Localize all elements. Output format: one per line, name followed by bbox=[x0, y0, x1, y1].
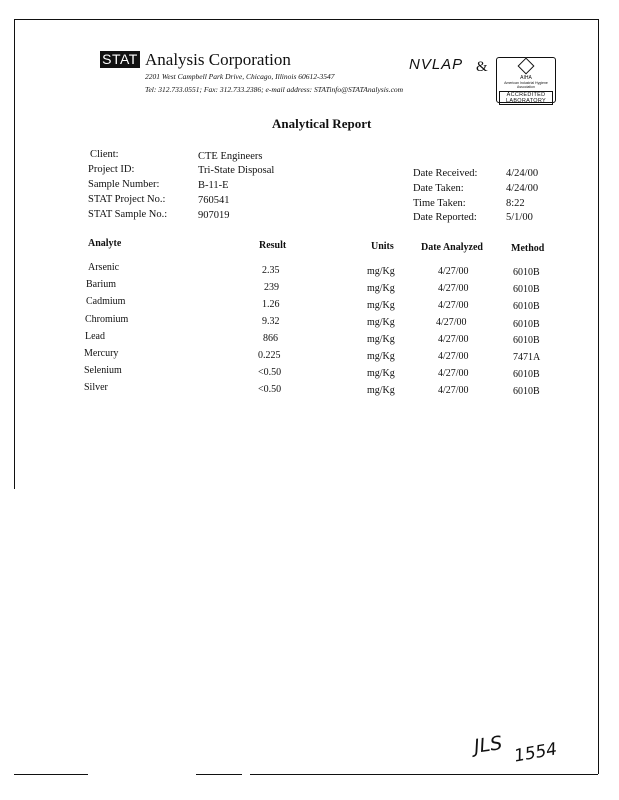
time-taken-value: 8:22 bbox=[506, 198, 525, 209]
header-date-analyzed: Date Analyzed bbox=[421, 242, 483, 253]
method-cell: 6010B bbox=[513, 284, 540, 295]
result-cell: 2.35 bbox=[262, 265, 280, 276]
date-reported-label: Date Reported: bbox=[413, 212, 477, 223]
analyte-cell: Arsenic bbox=[88, 262, 120, 273]
header-result: Result bbox=[259, 240, 287, 251]
method-cell: 6010B bbox=[513, 267, 540, 278]
header-units: Units bbox=[371, 241, 394, 252]
units-cell: mg/Kg bbox=[367, 300, 395, 311]
units-cell: mg/Kg bbox=[367, 317, 395, 328]
date-analyzed-cell: 4/27/00 bbox=[438, 283, 469, 294]
method-cell: 6010B bbox=[513, 335, 540, 346]
accredited-laboratory-label: ACCREDITED LABORATORY bbox=[499, 91, 553, 105]
method-cell: 6010B bbox=[513, 386, 540, 397]
result-cell: 9.32 bbox=[262, 316, 280, 327]
time-taken-label: Time Taken: bbox=[413, 198, 466, 209]
scan-border-bottom-mid bbox=[196, 774, 242, 775]
analyte-cell: Selenium bbox=[84, 365, 122, 376]
stat-project-value: 760541 bbox=[198, 195, 230, 206]
date-received-label: Date Received: bbox=[413, 168, 478, 179]
header-analyte: Analyte bbox=[88, 238, 122, 249]
result-cell: 0.225 bbox=[258, 350, 281, 361]
company-name: Analysis Corporation bbox=[145, 50, 291, 69]
analyte-cell: Lead bbox=[85, 331, 105, 342]
date-taken-value: 4/24/00 bbox=[506, 183, 539, 194]
date-analyzed-cell: 4/27/00 bbox=[438, 368, 469, 379]
analyte-cell: Barium bbox=[86, 279, 116, 290]
analyte-cell: Cadmium bbox=[86, 296, 126, 307]
scan-border-bottom-right bbox=[250, 774, 598, 775]
method-cell: 6010B bbox=[513, 319, 540, 330]
date-analyzed-cell: 4/27/00 bbox=[436, 317, 467, 328]
result-cell: <0.50 bbox=[258, 384, 282, 395]
units-cell: mg/Kg bbox=[367, 266, 395, 277]
header-method: Method bbox=[511, 243, 545, 254]
units-cell: mg/Kg bbox=[367, 334, 395, 345]
scan-border-bottom-left bbox=[14, 774, 88, 775]
date-taken-label: Date Taken: bbox=[413, 183, 464, 194]
analyte-cell: Mercury bbox=[84, 348, 119, 359]
date-reported-value: 5/1/00 bbox=[506, 212, 533, 223]
client-label: Client: bbox=[90, 149, 119, 160]
result-cell: 866 bbox=[263, 333, 278, 344]
aiha-label: AIHA bbox=[520, 75, 532, 81]
units-cell: mg/Kg bbox=[367, 368, 395, 379]
stat-sample-label: STAT Sample No.: bbox=[88, 209, 168, 220]
aiha-subtitle: American Industrial Hygiene Association bbox=[504, 81, 548, 89]
stat-sample-value: 907019 bbox=[198, 210, 230, 221]
method-cell: 6010B bbox=[513, 369, 540, 380]
analyte-cell: Silver bbox=[84, 382, 108, 393]
date-analyzed-cell: 4/27/00 bbox=[438, 385, 469, 396]
aiha-diamond-icon bbox=[518, 58, 535, 75]
result-cell: <0.50 bbox=[258, 367, 282, 378]
handwritten-page-number: 1554 bbox=[512, 739, 559, 767]
method-cell: 6010B bbox=[513, 301, 540, 312]
report-title: Analytical Report bbox=[272, 116, 372, 131]
scan-border-top bbox=[14, 19, 599, 20]
scan-border-right bbox=[598, 19, 599, 774]
nvlap-logo: NVLAP bbox=[409, 56, 464, 73]
company-contact: Tel: 312.733.0551; Fax: 312.733.2386; e-mail address: STATinfo@STATAnalysis.com bbox=[145, 85, 404, 94]
units-cell: mg/Kg bbox=[367, 283, 395, 294]
date-analyzed-cell: 4/27/00 bbox=[438, 266, 469, 277]
analyte-cell: Chromium bbox=[85, 314, 129, 325]
units-cell: mg/Kg bbox=[367, 385, 395, 396]
result-cell: 239 bbox=[264, 282, 279, 293]
ampersand: & bbox=[476, 59, 488, 75]
result-cell: 1.26 bbox=[262, 299, 280, 310]
date-analyzed-cell: 4/27/00 bbox=[438, 300, 469, 311]
units-cell: mg/Kg bbox=[367, 351, 395, 362]
sample-number-value: B-11-E bbox=[198, 180, 229, 191]
sample-number-label: Sample Number: bbox=[88, 179, 160, 190]
project-id-value: Tri-State Disposal bbox=[198, 165, 275, 176]
client-value: CTE Engineers bbox=[198, 151, 263, 162]
date-analyzed-cell: 4/27/00 bbox=[438, 334, 469, 345]
date-analyzed-cell: 4/27/00 bbox=[438, 351, 469, 362]
aihl-accreditation-badge bbox=[496, 57, 556, 103]
project-id-label: Project ID: bbox=[88, 164, 135, 175]
stat-project-label: STAT Project No.: bbox=[88, 194, 166, 205]
scan-border-left bbox=[14, 19, 15, 489]
handwritten-initials: JLS bbox=[472, 732, 504, 758]
date-received-value: 4/24/00 bbox=[506, 168, 539, 179]
stat-logo: STAT bbox=[100, 51, 140, 68]
method-cell: 7471A bbox=[513, 352, 541, 363]
company-address: 2201 West Campbell Park Drive, Chicago, Illinois 60612-3547 bbox=[145, 72, 335, 81]
